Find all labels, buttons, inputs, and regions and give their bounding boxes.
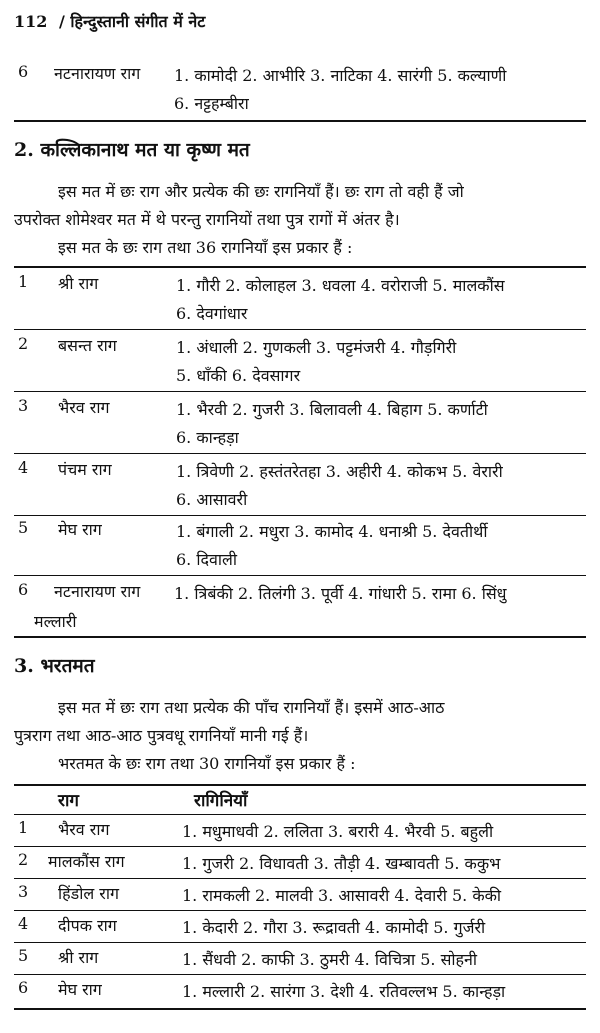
row-number: 6 [18, 62, 29, 81]
row-divider [14, 878, 586, 879]
ragini-list [176, 334, 456, 390]
raga-name: मेघ राग [58, 520, 102, 539]
table-rule [14, 784, 586, 786]
raga-name: पंचम राग [58, 460, 112, 479]
row-number: 3 [18, 396, 29, 415]
ragini-list: 1. सैंधवी 2. काफी 3. ठुमरी 4. विचित्रा 5. सोहनी [182, 950, 478, 969]
raga-name: मालकौंस राग [48, 852, 125, 871]
row-number: 6 [18, 580, 29, 599]
row-divider [14, 329, 586, 330]
row-divider [14, 814, 586, 815]
paragraph [14, 178, 586, 262]
ragini-line: 1. त्रिवेणी 2. हस्तंतरेतहा 3. अहीरी 4. कोकभ 5. वेरारी [176, 462, 503, 481]
ragini-line: 6. आसावरी [176, 490, 248, 509]
table-rule [14, 1008, 586, 1010]
row-number: 5 [18, 946, 29, 965]
page-number: 112 [14, 12, 48, 31]
raga-name: भैरव राग [58, 398, 110, 417]
ragini-list: 1. केदारी 2. गौरा 3. रूद्रावती 4. कामोदी 5. गुर्जरी [182, 918, 486, 937]
row-divider [14, 942, 586, 943]
row-number: 5 [18, 518, 29, 537]
row-divider [14, 910, 586, 911]
row-number: 4 [18, 914, 29, 933]
row-number: 3 [18, 882, 29, 901]
raga-name: दीपक राग [58, 916, 117, 935]
row-number: 1 [18, 818, 29, 837]
table-rule [14, 636, 586, 638]
paragraph-line: पुत्रराग तथा आठ-आठ पुत्रवधू रागनियाँ मानी गई हैं। [14, 726, 309, 745]
row-divider [14, 575, 586, 576]
raga-name: नटनारायण राग [54, 582, 141, 601]
ragini-line: 1. गौरी 2. कोलाहल 3. धवला 4. वरोराजी 5. मालकौंस [176, 276, 505, 295]
ragini-line: 1. त्रिबंकी 2. तिलंगी 3. पूर्वी 4. गांधारी 5. रामा 6. सिंधु [174, 584, 507, 603]
running-head [14, 10, 205, 32]
row-divider [14, 391, 586, 392]
ragini-list [176, 518, 487, 574]
raga-name: बसन्त राग [58, 336, 117, 355]
ragini-line: 1. भैरवी 2. गुजरी 3. बिलावली 4. बिहाग 5. कर्णाटी [176, 400, 488, 419]
header-separator: / [58, 12, 65, 31]
raga-name: भैरव राग [58, 820, 110, 839]
ragini-line: 6. दिवाली [176, 550, 238, 569]
ragini-line: 1. अंधाली 2. गुणकली 3. पट्टमंजरी 4. गौड़गिरी [176, 338, 457, 357]
ragini-line: 6. नट्टहम्बीरा [174, 94, 249, 113]
ragini-line: 6. कान्हड़ा [176, 428, 239, 447]
ragini-list: 1. मधुमाधवी 2. ललिता 3. बरारी 4. भैरवी 5. बहुली [182, 822, 494, 841]
raga-name: हिंडोल राग [58, 884, 119, 903]
paragraph-line: इस मत में छः राग तथा प्रत्येक की पाँच रागनियाँ हैं। इसमें आठ-आठ [58, 698, 445, 717]
section-heading: 2. कल्लिकानाथ मत या कृष्ण मत [14, 139, 250, 161]
ragini-line: 1. बंगाली 2. मधुरा 3. कामोद 4. धनाश्री 5. देवतीर्थी [176, 522, 488, 541]
table-rule [14, 266, 586, 268]
ragini-line: 6. देवगांधार [176, 304, 248, 323]
ragini-list: 1. रामकली 2. मालवी 3. आसावरी 4. देवारी 5. केकी [182, 886, 502, 905]
book-title: हिन्दुस्तानी संगीत में नेट [70, 12, 206, 31]
ragini-list [176, 272, 505, 328]
column-header-raga: राग [58, 791, 79, 811]
table-intro: इस मत के छः राग तथा 36 रागनियाँ इस प्रकार हैं : [58, 238, 353, 257]
row-divider [14, 515, 586, 516]
table-intro: भरतमत के छः राग तथा 30 रागनियाँ इस प्रकार हैं : [58, 754, 356, 773]
row-number: 2 [18, 334, 29, 353]
column-header-raginis: रागिनियाँ [194, 791, 248, 811]
raga-name: श्री राग [58, 274, 99, 293]
ragini-list [174, 62, 506, 118]
raga-name: मेघ राग [58, 980, 102, 999]
ragini-line: 1. कामोदी 2. आभीरि 3. नाटिका 4. सारंगी 5. कल्याणी [174, 66, 507, 85]
section-heading: 3. भरतमत [14, 655, 95, 677]
paragraph-line: उपरोक्त शोमेश्वर मत में थे परन्तु रागनियों तथा पुत्र रागों में अंतर है। [14, 210, 400, 229]
row-number: 4 [18, 458, 29, 477]
row-number: 2 [18, 850, 29, 869]
raga-name: नटनारायण राग [54, 64, 141, 83]
row-divider [14, 846, 586, 847]
row-number: 6 [18, 978, 29, 997]
ragini-line: 5. धाँकी 6. देवसागर [176, 366, 301, 385]
paragraph-line: इस मत में छः राग और प्रत्येक की छः रागनियाँ हैं। छः राग तो वही हैं जो [58, 182, 464, 201]
raga-name: श्री राग [58, 948, 99, 967]
ragini-list [176, 458, 503, 514]
ragini-list [176, 396, 488, 452]
ragini-list: 1. गुजरी 2. विधावती 3. तौड़ी 4. खम्बावती 5. ककुभ [182, 854, 501, 873]
row-number: 1 [18, 272, 29, 291]
row-divider [14, 974, 586, 975]
ragini-line: मल्लारी [34, 612, 77, 631]
row-divider [14, 453, 586, 454]
ragini-list: 1. मल्लारी 2. सारंगा 3. देशी 4. रतिवल्लभ 5. कान्हड़ा [182, 982, 506, 1001]
paragraph [14, 694, 586, 778]
table-rule [14, 120, 586, 122]
